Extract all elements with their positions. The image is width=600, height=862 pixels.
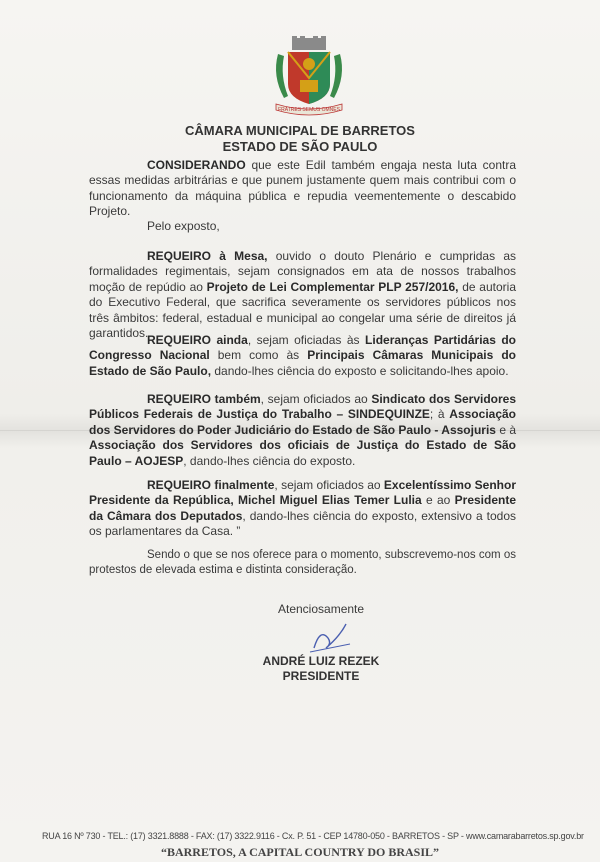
bold-text: Associação dos Servidores do Poder Judiciário do Estado de São Paulo - Assojuris [89, 407, 516, 437]
paragraph-text: , sejam oficiadas às [247, 333, 366, 347]
coat-of-arms-icon [270, 36, 348, 116]
paragraph-requeiro-finalmente [89, 478, 516, 540]
paragraph-text: e ao [421, 493, 455, 508]
footer-address: RUA 16 Nº 730 - TEL.: (17) 3321.8888 - FAX: (17) 3322.9116 - Cx. P. 51 - CEP 14780-050 - BARRETOS - SP - www.camarabarretos.sp.gov.br [42, 831, 584, 841]
bold-text: REQUEIRO finalmente [147, 478, 275, 492]
paragraph-text: ouvido o douto Plenário e cumpridas as formalidades regimentais, sejam consignados em ata de nossos trabalhos moção de repúdio ao [89, 249, 516, 294]
bold-text: REQUEIRO também [147, 392, 261, 406]
bold-text: REQUEIRO à Mesa, [147, 249, 268, 263]
paragraph-text: de autoria do Executivo Federal, que sacrifica severamente os servidores públicos nos três âmbitos: federal, estadual e municipal ao congelar uma série de direitos já garantidos. [89, 279, 516, 341]
bold-text: Presidente da Câmara dos Deputados [89, 493, 516, 523]
bold-text: Lideranças Partidárias do Congresso Nacional [89, 333, 517, 363]
paragraph-text: bem como às [209, 348, 308, 363]
paragraph-pelo-exposto [89, 219, 516, 234]
paragraph-text: dando-lhes ciência do exposto e solicitando-lhes apoio. [211, 363, 509, 378]
paragraph-text: e à [495, 422, 516, 437]
paragraph-text: , dando-lhes ciência do exposto. [183, 453, 356, 468]
signer-title: PRESIDENTE [282, 669, 360, 683]
paragraph-text: ; à [429, 407, 450, 422]
bold-text: Principais Câmaras Municipais do Estado de São Paulo, [89, 348, 516, 378]
keyword-considerando: CONSIDERANDO [147, 158, 246, 172]
signature-image [300, 618, 360, 658]
paragraph-closing [89, 548, 516, 579]
chamber-name: CÂMARA MUNICIPAL DE BARRETOS [185, 123, 415, 138]
paragraph-requeiro-tambem [89, 392, 516, 469]
bold-text: Sindicato dos Servidores Públicos Federais de Justiça do Trabalho – SINDEQUINZE [89, 392, 516, 422]
bold-text: Excelentíssimo Senhor Presidente da República, Michel Miguel Elias Temer Lulia [89, 478, 517, 508]
paragraph-considerando [89, 158, 516, 220]
paragraph-text: , dando-lhes ciência do exposto, extensivo a todos os parlamentares da Casa. ” [89, 508, 516, 539]
bold-text: Projeto de Lei Complementar PLP 257/2016, [206, 279, 459, 294]
bold-text: REQUEIRO ainda [147, 333, 248, 347]
paragraph-requeiro-ainda [89, 333, 516, 379]
footer-slogan: “BARRETOS, A CAPITAL COUNTRY DO BRASIL” [160, 845, 440, 859]
paragraph-text: Pelo exposto, [147, 219, 220, 233]
signer-name: ANDRÉ LUIZ REZEK [262, 654, 380, 668]
state-name: ESTADO DE SÃO PAULO [222, 139, 378, 154]
paragraph-text: , sejam oficiados ao [274, 478, 384, 492]
paragraph-text: Sendo o que se nos oferece para o momento, subscrevemo-nos com os protestos de elevada estima e distinta consideração. [89, 549, 516, 577]
signer-block [262, 654, 380, 684]
crest-motto: FRATRES SEMUS OMNES [278, 107, 340, 113]
paragraph-requeiro-mesa [89, 249, 516, 341]
paragraph-text: que este Edil também engaja nesta luta contra essas medidas arbitrárias e que punem justamente quem mais contribui com o funcionamento da máquina pública e repudia veementemente o descabido Projeto. [89, 158, 516, 219]
regards-text: Atenciosamente [278, 602, 365, 616]
bold-text: Associação dos Servidores dos oficiais de Justiça do Estado de São Paulo – AOJESP [89, 438, 516, 468]
paragraph-text: , sejam oficiados ao [260, 392, 372, 406]
